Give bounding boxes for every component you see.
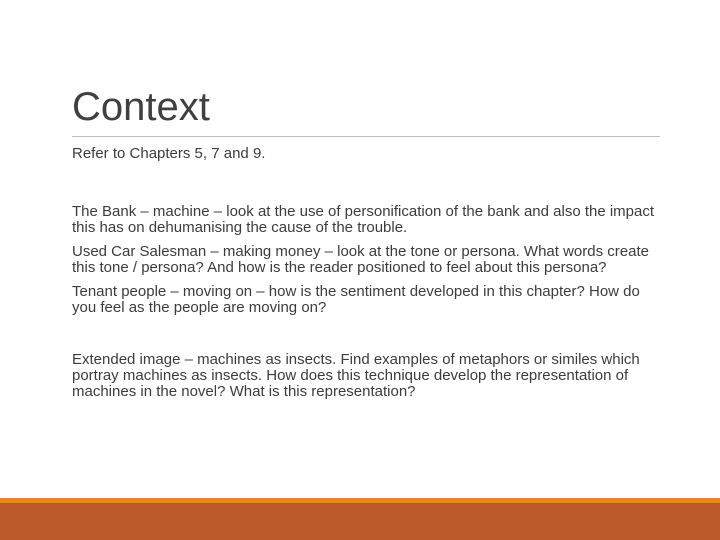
body-paragraph: Tenant people – moving on – how is the sentiment developed in this chapter? How do you feel as the people are moving on? [72, 283, 640, 316]
footer-accent-band [0, 503, 720, 540]
slide-title: Context [72, 85, 210, 129]
slide-body [72, 146, 662, 400]
body-paragraph: Extended image – machines as insects. Find examples of metaphors or similes which portray machines as insects. How does this technique develop the representation of machines in the novel? What is this representation? [72, 351, 640, 400]
body-paragraph: Used Car Salesman – making money – look at the tone or persona. What words create this tone / persona? And how is the reader positioned to feel about this persona? [72, 243, 649, 276]
body-paragraph: Refer to Chapters 5, 7 and 9. [72, 145, 266, 162]
body-paragraph: The Bank – machine – look at the use of personification of the bank and also the impact this has on dehumanising the cause of the trouble. [72, 203, 655, 236]
title-divider [72, 136, 660, 137]
